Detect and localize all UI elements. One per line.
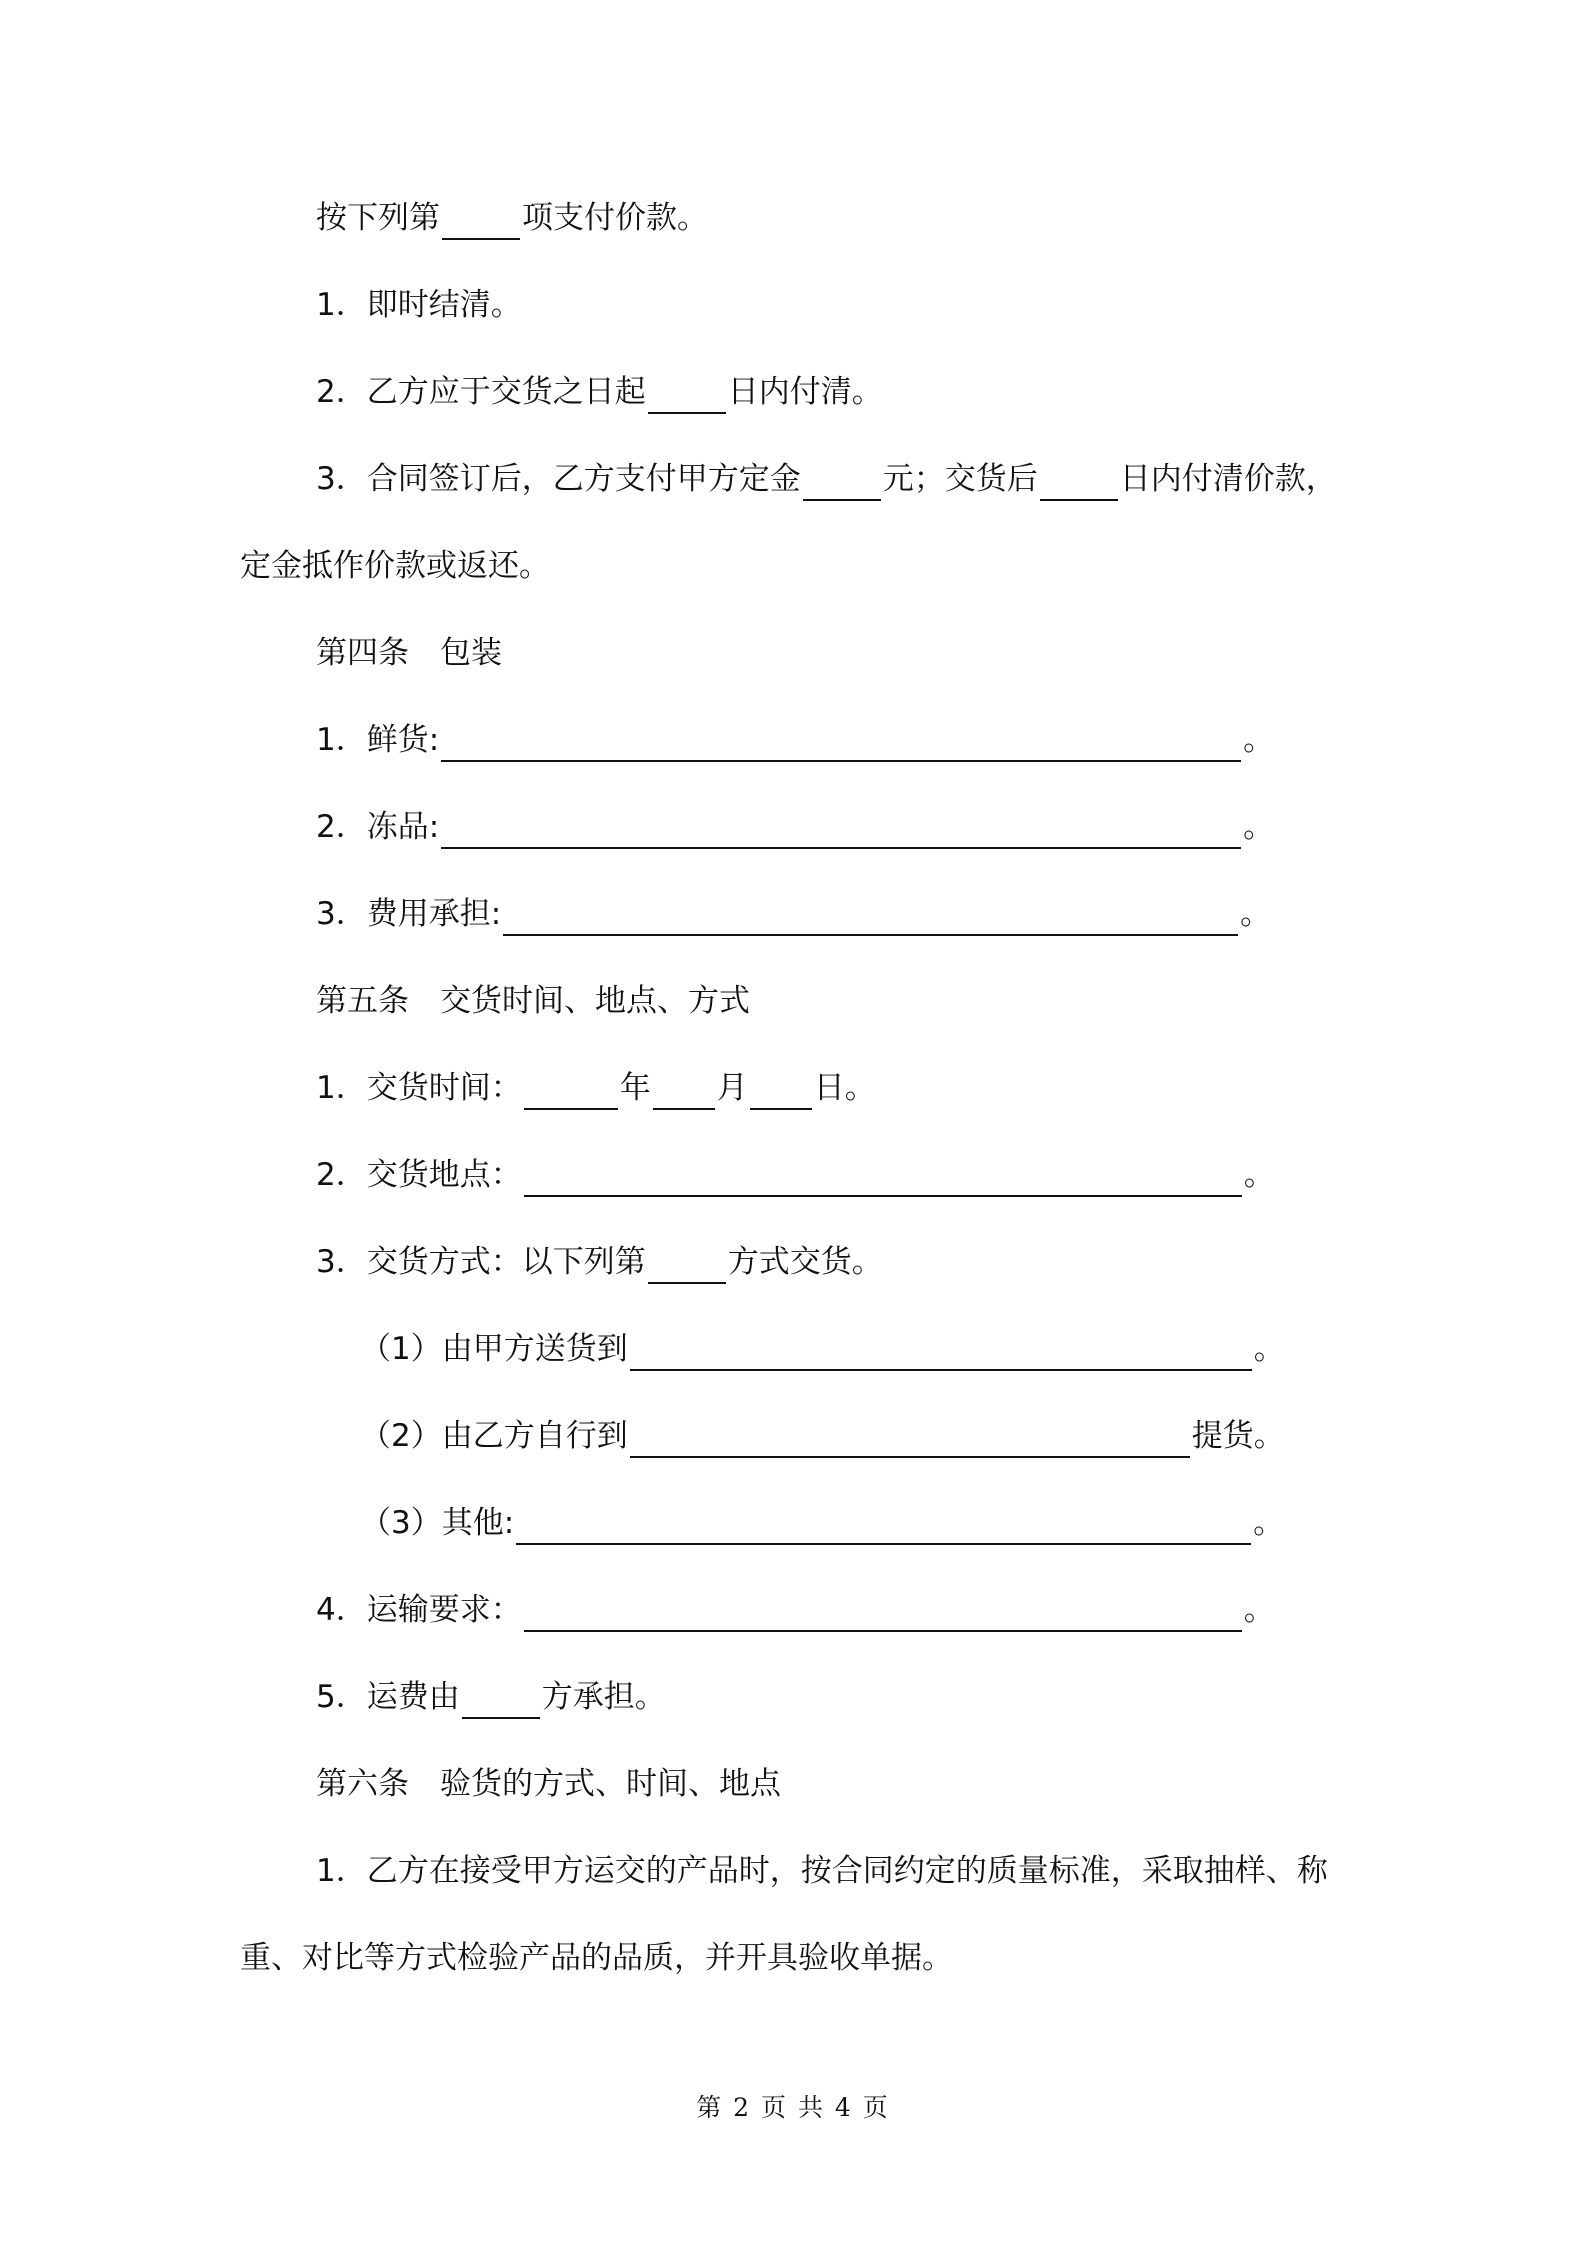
delivery-method-option-3: （3）其他: 。 bbox=[360, 1501, 1284, 1545]
blank-field[interactable] bbox=[648, 1252, 726, 1284]
delivery-method-option-1: （1）由甲方送货到 。 bbox=[360, 1327, 1285, 1371]
blank-field[interactable] bbox=[524, 1165, 1242, 1197]
blank-field[interactable] bbox=[630, 1339, 1252, 1371]
payment-item-3: 3．合同签订后，乙方支付甲方定金 元；交货后 日内付清价款， bbox=[316, 457, 1337, 501]
blank-field[interactable] bbox=[462, 1687, 540, 1719]
blank-field[interactable] bbox=[503, 904, 1238, 936]
freight-bearer: 5．运费由 方承担。 bbox=[316, 1675, 666, 1719]
inspection-item-1: 1．乙方在接受甲方运交的产品时，按合同约定的质量标准，采取抽样、称 bbox=[316, 1853, 1328, 1889]
blank-field[interactable] bbox=[442, 208, 520, 240]
inspection-item-1-cont: 重、对比等方式检验产品的品质，并开具验收单据。 bbox=[240, 1940, 953, 1976]
blank-field[interactable] bbox=[524, 1078, 618, 1110]
delivery-method: 3．交货方式：以下列第 方式交货。 bbox=[316, 1240, 883, 1284]
payment-item-1: 1．即时结清。 bbox=[316, 287, 522, 323]
blank-field[interactable] bbox=[524, 1600, 1242, 1632]
delivery-place: 2．交货地点： 。 bbox=[316, 1153, 1275, 1197]
packaging-frozen: 2．冻品: 。 bbox=[316, 805, 1274, 849]
blank-field[interactable] bbox=[750, 1078, 812, 1110]
blank-field[interactable] bbox=[653, 1078, 715, 1110]
page-footer: 第 2 页 共 4 页 bbox=[696, 2093, 890, 2122]
payment-item-3-cont: 定金抵作价款或返还。 bbox=[240, 548, 550, 584]
blank-field[interactable] bbox=[803, 469, 881, 501]
payment-item-2: 2．乙方应于交货之日起 日内付清。 bbox=[316, 370, 883, 414]
article-6-heading: 第六条 验货的方式、时间、地点 bbox=[316, 1766, 781, 1802]
packaging-fresh: 1．鲜货: 。 bbox=[316, 718, 1274, 762]
blank-field[interactable] bbox=[1040, 469, 1118, 501]
payment-intro: 按下列第 项支付价款。 bbox=[316, 196, 708, 240]
blank-field[interactable] bbox=[648, 382, 726, 414]
blank-field[interactable] bbox=[630, 1426, 1190, 1458]
delivery-time: 1．交货时间： 年 月 日。 bbox=[316, 1066, 876, 1110]
delivery-method-option-2: （2）由乙方自行到 提货。 bbox=[360, 1414, 1285, 1458]
blank-field[interactable] bbox=[441, 730, 1241, 762]
article-4-heading: 第四条 包装 bbox=[316, 635, 502, 671]
packaging-cost: 3．费用承担: 。 bbox=[316, 892, 1271, 936]
blank-field[interactable] bbox=[441, 817, 1241, 849]
article-5-heading: 第五条 交货时间、地点、方式 bbox=[316, 983, 750, 1019]
transport-requirement: 4．运输要求： 。 bbox=[316, 1588, 1275, 1632]
blank-field[interactable] bbox=[516, 1513, 1251, 1545]
